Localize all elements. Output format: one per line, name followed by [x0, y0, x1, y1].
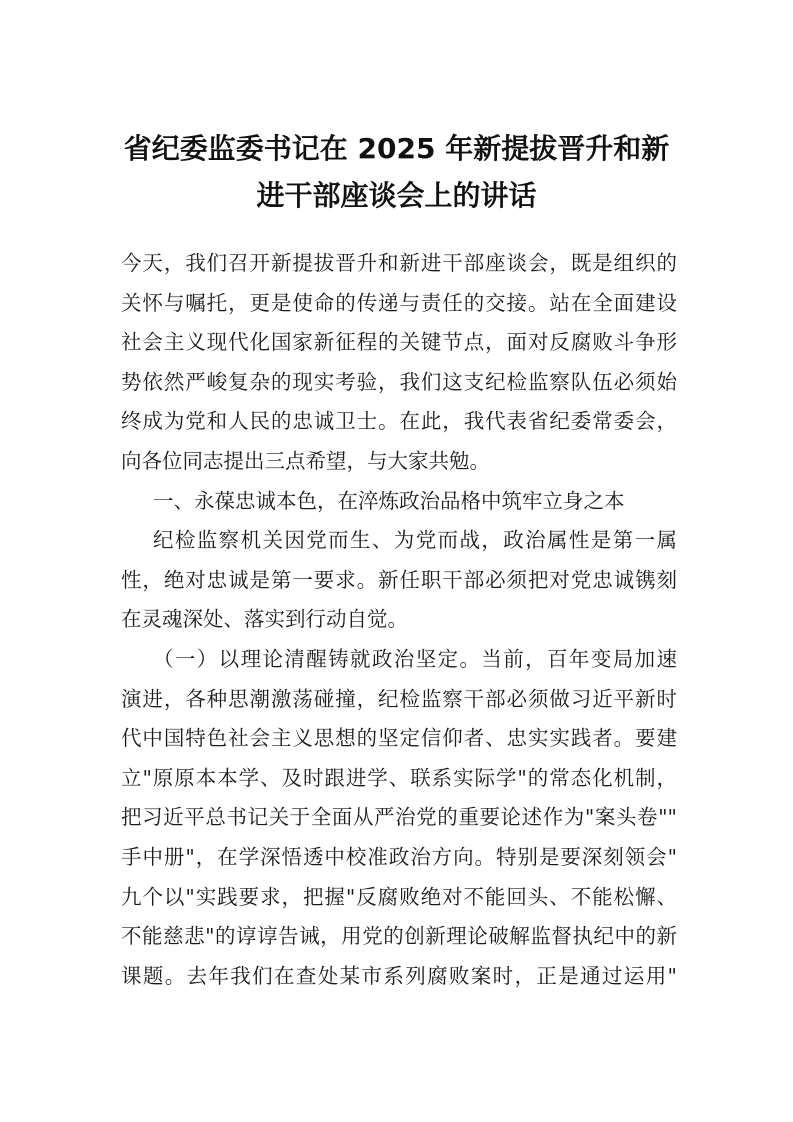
paragraph-line: 代中国特色社会主义思想的坚定信仰者、忠实实践者。要建	[121, 726, 677, 751]
paragraph-line: 向各位同志提出三点希望，与大家共勉。	[121, 448, 490, 473]
section-heading: 一、永葆忠诚本色，在淬炼政治品格中筑牢立身之本	[153, 488, 625, 513]
paragraph-line: 手中册"，在学深悟透中校准政治方向。特别是要深刻领会"	[121, 844, 677, 869]
document-title-line-2: 进干部座谈会上的讲话	[256, 179, 537, 212]
paragraph-line: 立"原原本本学、及时跟进学、联系实际学"的常态化机制，	[121, 765, 677, 790]
paragraph-line: 课题。去年我们在查处某市系列腐败案时，正是通过运用"	[121, 963, 677, 988]
paragraph-line: 势依然严峻复杂的现实考验，我们这支纪检监察队伍必须始	[121, 369, 677, 394]
paragraph-line: 在灵魂深处、落实到行动自觉。	[121, 607, 408, 632]
paragraph-line: 关怀与嘱托，更是使命的传递与责任的交接。站在全面建设	[121, 290, 677, 315]
paragraph-line: 社会主义现代化国家新征程的关键节点，面对反腐败斗争形	[121, 330, 677, 355]
document-title-line-1: 省纪委监委书记在 2025 年新提拔晋升和新	[123, 132, 670, 165]
paragraph-line: 今天，我们召开新提拔晋升和新进干部座谈会，既是组织的	[121, 251, 677, 275]
paragraph-line: 纪检监察机关因党而生、为党而战，政治属性是第一属	[153, 528, 677, 553]
document-body	[121, 244, 677, 996]
paragraph-line: 演进，各种思潮激荡碰撞，纪检监察干部必须做习近平新时	[121, 686, 677, 711]
paragraph-line: 性，绝对忠诚是第一要求。新任职干部必须把对党忠诚镌刻	[121, 567, 677, 592]
paragraph-line: 终成为党和人民的忠诚卫士。在此，我代表省纪委常委会，	[121, 409, 677, 434]
paragraph-line: 九个以"实践要求，把握"反腐败绝对不能回头、不能松懈、	[121, 884, 677, 909]
paragraph-line: 把习近平总书记关于全面从严治党的重要论述作为"案头卷""	[121, 805, 677, 830]
subsection-line: （一）以理论清醒铸就政治坚定。当前，百年变局加速	[153, 646, 677, 671]
paragraph-line: 不能慈悲"的谆谆告诫，用党的创新理论破解监督执纪中的新	[121, 924, 677, 949]
